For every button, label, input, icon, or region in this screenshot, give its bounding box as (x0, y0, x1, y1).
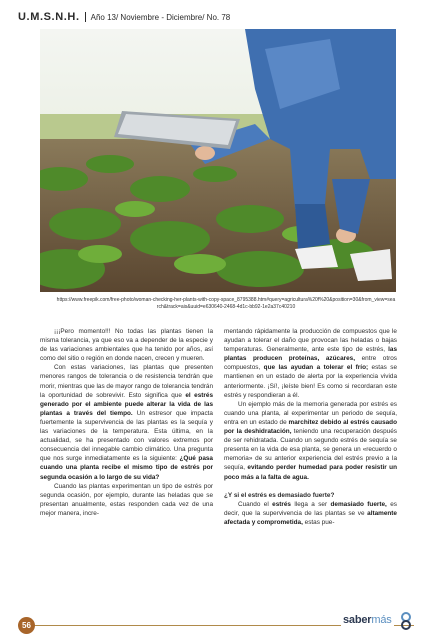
logo-mark-icon (398, 612, 414, 630)
emphasis: altamente afectada y comprometida, (224, 509, 397, 526)
publication-name: U.M.S.N.H. (18, 11, 80, 23)
emphasis: el estrés generado por el ambiente puede alterar la vida de las plantas a través del tiempo. (40, 391, 213, 417)
emphasis: evitando perder humedad para poder resistir un poco más a la falta de agua. (224, 464, 397, 481)
emphasis: marchitez debido al estrés causado por la deshidratación, (224, 418, 397, 436)
issue-info: Año 13/ Noviembre - Diciembre/ No. 78 (90, 12, 231, 22)
page-number: 56 (18, 617, 35, 634)
paragraph: Un ejemplo más de la memoria generada por estrés es cuando una planta, al experimentar un periodo de sequía, entra en un estado de marchitez debido al estrés causado por la deshidratación, teniendo una recuperación después de ser rehidratada. Cuando un segundo estrés de sequía se presenta en la vida de esa planta, se genera un «recuerdo o memoria» de su anterior experiencia del estrés previo a la sequía, evitando perder humedad para poder resistir un poco más a la falta de agua. (224, 400, 397, 481)
saber-mas-logo: sabermás (343, 614, 392, 626)
text-column-left (40, 327, 213, 518)
emphasis: ¿Qué pasa cuando una planta recibe el mismo tipo de estrés por segunda ocasión a lo largo de su vida? (40, 455, 213, 481)
paragraph: ¡¡¡Pero momento!!! No todas las plantas tienen la misma tolerancia, ya que eso va a depender de la especie y de las variaciones ambientales que ha tenido por años, así como del sitio o región en donde nacen, crecen y mueren. (40, 328, 213, 363)
page-footer (0, 596, 436, 640)
header-divider (85, 12, 86, 22)
text-column-right (224, 327, 397, 527)
photo-caption: https://www.freepik.com/free-photo/woman-checking-her-plants-with-copy-space_8795388.htm#query=agricultura%20f%20&position=30&from_view=search&track=ais&uuid=e630640-2468-4d1c-bb92-1e2a37c40210 (56, 297, 396, 310)
paragraph: Cuando las plantas experimentan un tipo de estrés por segunda ocasión, por ejemplo, durante las heladas que se presentan anualmente, estas responden cada vez de una mejor manera, incre- (40, 482, 213, 517)
paragraph: Con estas variaciones, las plantas que presenten menores rangos de tolerancia o de resistencia tendrán que morir, mientras que las de mayor rango de tolerancia tendrán la oportunidad de sobrevivir. Esto significa que el estrés generado por el ambiente puede alterar la vida de las plantas a través del tiempo. Un estresor que impacta fuertemente la supervivencia de las plantas es la sequía y las variaciones de la temperatura. Esta última, en la actualidad, se ha presentado con valores extremos por consecuencia del innegable cambio climático. Una pregunta que nos surge inmediatamente es la siguiente: ¿Qué pasa cuando una planta recibe el mismo tipo de estrés por segunda ocasión a lo largo de su vida? (40, 364, 213, 481)
section-heading: ¿Y si el estrés es demasiado fuerte? (224, 491, 335, 499)
emphasis: demasiado fuerte, (330, 500, 387, 508)
paragraph: mentando rápidamente la producción de compuestos que le ayudan a tolerar el daño que provocan las heladas o bajas temperaturas. Generalmente, ante este tipo de estrés, las plantas producen proteínas, azúcares, entre otros compuestos, que las ayudan a tolerar el frío; estas se mantienen en un estado de alerta por la experiencia vivida anteriormente. ¡Sí!, ¡leíste bien! Es como si recordaran este estrés y respondieran a él. (224, 328, 398, 399)
article-photo (40, 29, 396, 292)
emphasis: las plantas producen proteínas, azúcares, (224, 346, 397, 363)
emphasis: estrés (272, 500, 291, 508)
paragraph: Cuando el estrés llega a ser demasiado fuerte, es decir, que la supervivencia de las plantas se ve altamente afectada y comprometida, estas pue- (224, 500, 397, 526)
emphasis: que las ayudan a tolerar el frío; (263, 364, 369, 372)
running-header (18, 10, 418, 24)
